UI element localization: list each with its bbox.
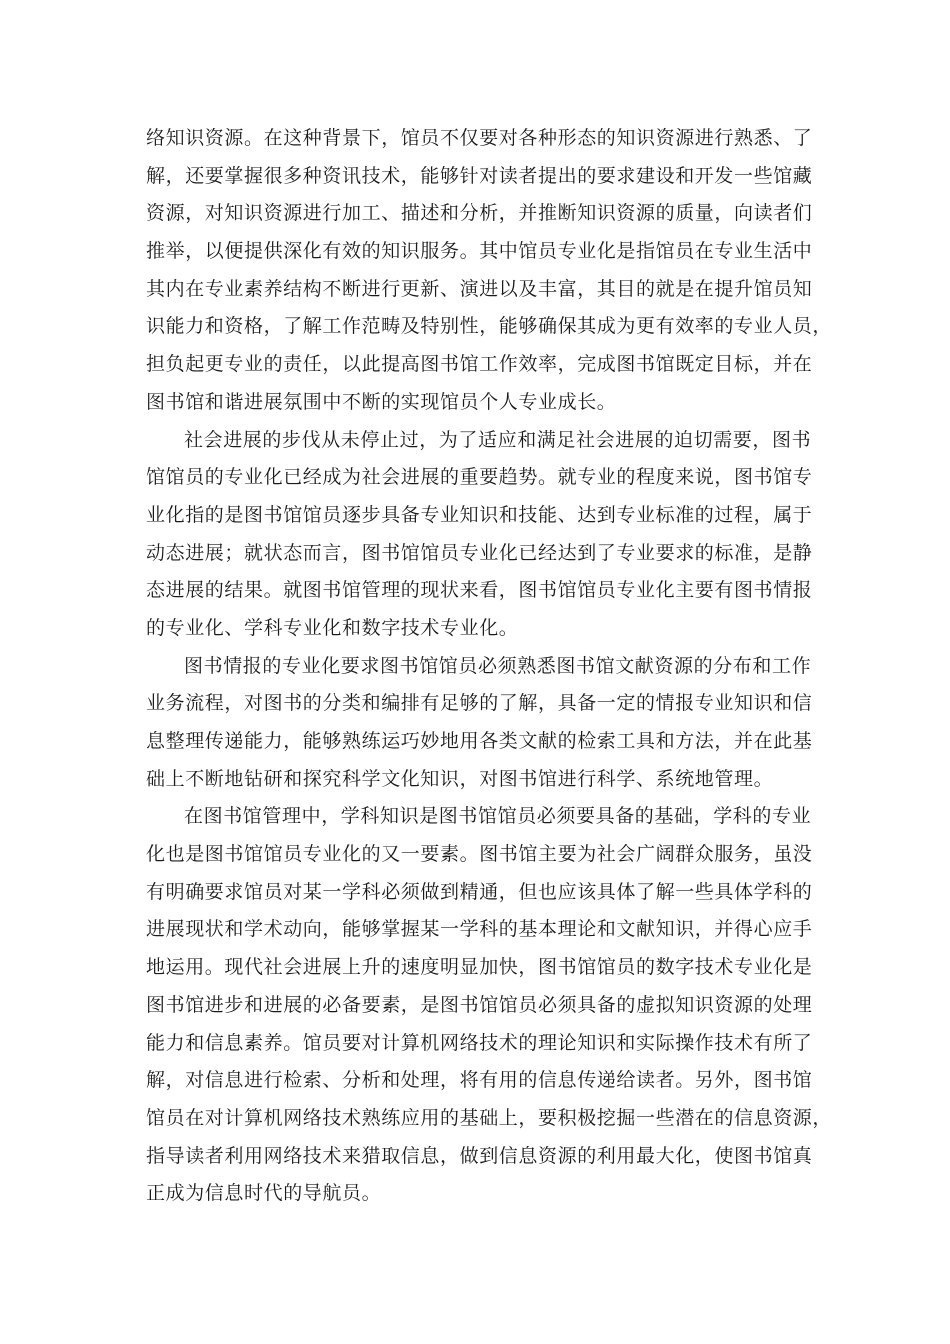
paragraph-line: 馆员在对计算机网络技术熟练应用的基础上，要积极挖掘一些潜在的信息资源， xyxy=(146,1106,833,1129)
paragraph-line: 解，还要掌握很多种资讯技术，能够针对读者提出的要求建设和开发一些馆藏 xyxy=(146,164,813,187)
paragraph-line: 的专业化、学科专业化和数字技术专业化。 xyxy=(146,616,519,639)
paragraph-line: 业务流程，对图书的分类和编排有足够的了解，具备一定的情报专业知识和信 xyxy=(146,692,813,715)
paragraph-line: 动态进展；就状态而言，图书馆馆员专业化已经达到了专业要求的标准，是静 xyxy=(146,541,813,564)
paragraph-line: 担负起更专业的责任，以此提高图书馆工作效率，完成图书馆既定目标，并在 xyxy=(146,353,813,376)
paragraph-line: 指导读者利用网络技术来猎取信息，做到信息资源的利用最大化，使图书馆真 xyxy=(146,1144,813,1167)
paragraph-line: 业化指的是图书馆馆员逐步具备专业知识和技能、达到专业标准的过程，属于 xyxy=(146,503,813,526)
paragraph-line: 在图书馆管理中，学科知识是图书馆馆员必须要具备的基础，学科的专业 xyxy=(184,805,812,828)
paragraph-3 xyxy=(146,648,813,799)
paragraph-line: 社会进展的步伐从未停止过，为了适应和满足社会进展的迫切需要，图书 xyxy=(184,428,812,451)
paragraph-line: 能力和信息素养。馆员要对计算机网络技术的理论知识和实际操作技术有所了 xyxy=(146,1031,813,1054)
paragraph-line: 解，对信息进行检索、分析和处理，将有用的信息传递给读者。另外，图书馆 xyxy=(146,1069,813,1092)
paragraph-line: 态进展的结果。就图书馆管理的现状来看，图书馆馆员专业化主要有图书情报 xyxy=(146,579,813,602)
paragraph-line: 础上不断地钻研和探究科学文化知识，对图书馆进行科学、系统地管理。 xyxy=(146,767,774,790)
paragraph-line: 有明确要求馆员对某一学科必须做到精通，但也应该具体了解一些具体学科的 xyxy=(146,880,813,903)
paragraph-2 xyxy=(146,422,813,648)
paragraph-line: 化也是图书馆馆员专业化的又一要素。图书馆主要为社会广阔群众服务，虽没 xyxy=(146,843,813,866)
paragraph-line: 息整理传递能力，能够熟练运巧妙地用各类文献的检索工具和方法，并在此基 xyxy=(146,730,813,752)
paragraph-line: 地运用。现代社会进展上升的速度明显加快，图书馆馆员的数字技术专业化是 xyxy=(146,956,813,979)
paragraph-line: 图书馆和谐进展氛围中不断的实现馆员个人专业成长。 xyxy=(146,390,617,413)
paragraph-line: 推举，以便提供深化有效的知识服务。其中馆员专业化是指馆员在专业生活中 xyxy=(146,240,813,263)
paragraph-line: 馆馆员的专业化已经成为社会进展的重要趋势。就专业的程度来说，图书馆专 xyxy=(146,466,813,489)
paragraph-line: 其内在专业素养结构不断进行更新、演进以及丰富，其目的就是在提升馆员知 xyxy=(146,277,813,300)
paragraph-line: 进展现状和学术动向，能够掌握某一学科的基本理论和文献知识，并得心应手 xyxy=(146,918,813,941)
paragraph-line: 资源，对知识资源进行加工、描述和分析，并推断知识资源的质量，向读者们 xyxy=(146,202,813,225)
paragraph-1 xyxy=(146,120,833,422)
paragraph-4 xyxy=(146,798,833,1213)
paragraph-line: 正成为信息时代的导航员。 xyxy=(146,1182,382,1205)
document-body xyxy=(146,120,833,1213)
paragraph-line: 识能力和资格，了解工作范畴及特别性，能够确保其成为更有效率的专业人员， xyxy=(146,315,833,338)
paragraph-line: 图书馆进步和进展的必备要素，是图书馆馆员必须具备的虚拟知识资源的处理 xyxy=(146,993,813,1016)
paragraph-line: 图书情报的专业化要求图书馆馆员必须熟悉图书馆文献资源的分布和工作 xyxy=(184,654,812,677)
paragraph-line: 络知识资源。在这种背景下，馆员不仅要对各种形态的知识资源进行熟悉、了 xyxy=(146,127,813,149)
